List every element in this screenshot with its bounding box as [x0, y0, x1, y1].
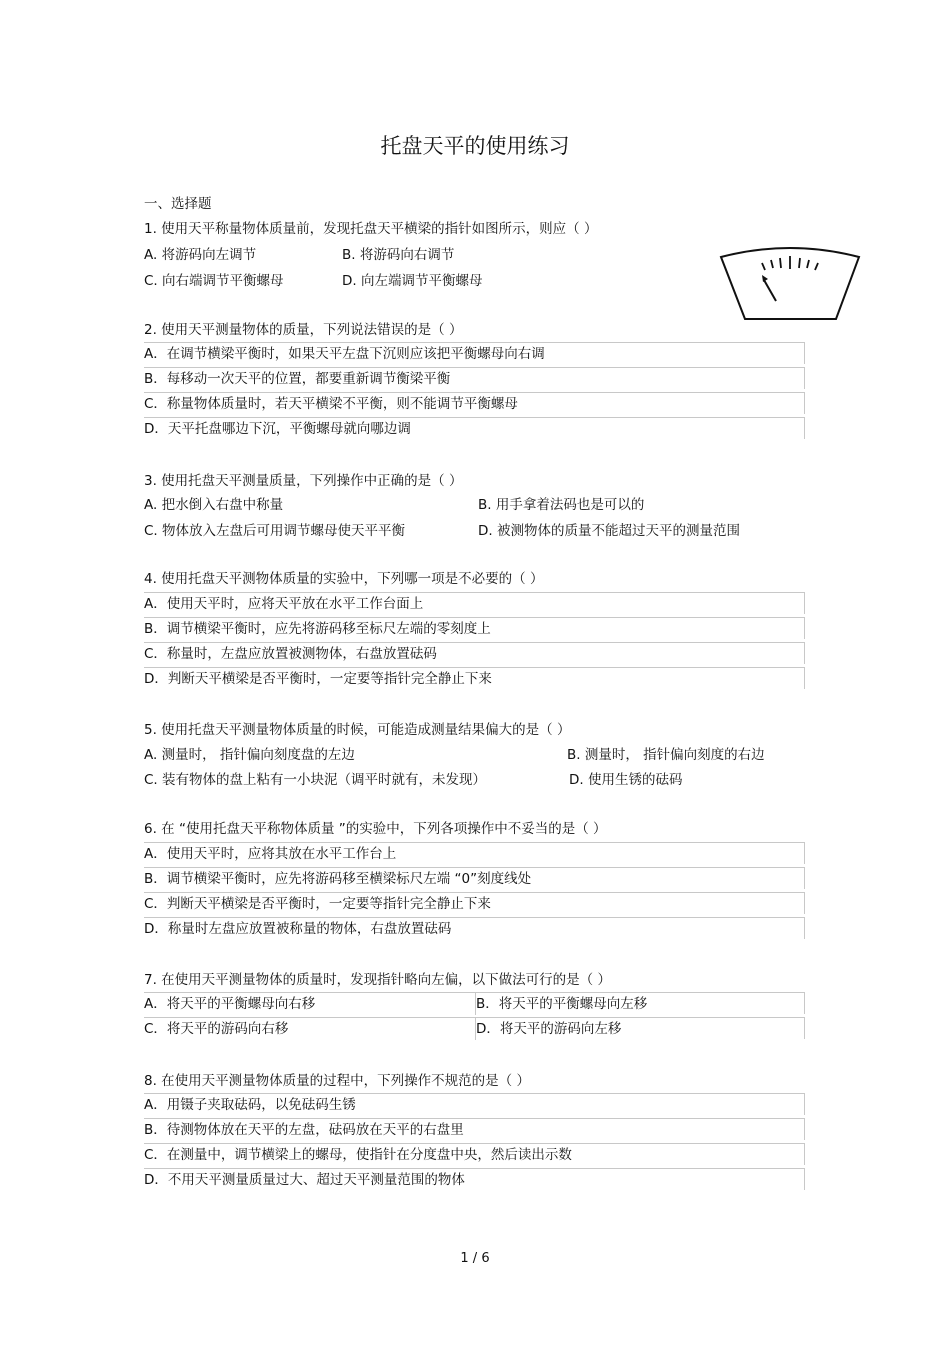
question-1-option-c: C. 向右端调节平衡螺母	[144, 273, 284, 289]
question-8-option-b-row	[144, 1118, 805, 1140]
question-8-option-a-row	[144, 1093, 805, 1115]
question-3-option-c: C. 物体放入左盘后可用调节螺母使天平平衡	[144, 523, 406, 539]
question-6-option-c: C．判断天平横梁是否平衡时，一定要等指针完全静止下来	[144, 896, 491, 912]
question-2-option-c-row	[144, 392, 805, 414]
question-7-option-a: A．将天平的平衡螺母向右移	[144, 996, 316, 1012]
question-7-option-c: C．将天平的游码向右移	[144, 1021, 289, 1037]
question-2-option-d: D．天平托盘哪边下沉，平衡螺母就向哪边调	[144, 421, 411, 437]
question-1-option-a: A. 将游码向左调节	[144, 247, 257, 263]
question-2-option-c: C．称量物体质量时，若天平横梁不平衡，则不能调节平衡螺母	[144, 396, 518, 412]
question-6-option-d: D．称量时左盘应放置被称量的物体，右盘放置砝码	[144, 921, 452, 937]
question-4-option-b-row	[144, 617, 805, 639]
section-heading: 一、选择题	[144, 196, 212, 212]
question-4-option-d: D．判断天平横梁是否平衡时，一定要等指针完全静止下来	[144, 671, 492, 687]
question-2-option-b: B．每移动一次天平的位置，都要重新调节衡梁平衡	[144, 371, 451, 387]
question-2-option-a-row	[144, 342, 805, 364]
question-3-stem: 3. 使用托盘天平测量质量，下列操作中正确的是（ ）	[144, 473, 463, 489]
question-3-option-b: B. 用手拿着法码也是可以的	[478, 497, 645, 513]
question-7-option-d: D．将天平的游码向左移	[475, 1018, 621, 1040]
question-6-stem: 6. 在 “使用托盘天平称物体质量 ”的实验中，下列各项操作中不妥当的是（ ）	[144, 821, 607, 837]
question-5-stem: 5. 使用托盘天平测量物体质量的时候，可能造成测量结果偏大的是（ ）	[144, 722, 571, 738]
question-1-option-d: D. 向左端调节平衡螺母	[342, 273, 483, 289]
question-4-option-c-row	[144, 642, 805, 664]
question-6-option-a-row	[144, 842, 805, 864]
question-5-option-c: C. 装有物体的盘上粘有一小块泥（调平时就有，未发现）	[144, 772, 487, 788]
question-7-option-b: B．将天平的平衡螺母向左移	[475, 993, 647, 1015]
question-2-option-b-row	[144, 367, 805, 389]
question-7-row-2	[144, 1017, 805, 1039]
question-6-option-d-row	[144, 917, 805, 939]
question-5-option-b: B. 测量时， 指针偏向刻度的右边	[567, 747, 765, 763]
question-5-option-d: D. 使用生锈的砝码	[569, 772, 683, 788]
question-6-option-b: B．调节横梁平衡时，应先将游码移至横梁标尺左端 “0”刻度线处	[144, 871, 532, 887]
question-5-option-a: A. 测量时， 指针偏向刻度盘的左边	[144, 747, 355, 763]
balance-scale-dial-figure	[718, 243, 863, 323]
question-4-option-a-row	[144, 592, 805, 614]
question-4-option-b: B．调节横梁平衡时，应先将游码移至标尺左端的零刻度上	[144, 621, 491, 637]
question-8-option-b: B．待测物体放在天平的左盘，砝码放在天平的右盘里	[144, 1122, 464, 1138]
question-1-option-b: B. 将游码向右调节	[342, 247, 455, 263]
question-8-option-d: D．不用天平测量质量过大、超过天平测量范围的物体	[144, 1172, 465, 1188]
question-6-option-a: A．使用天平时，应将其放在水平工作台上	[144, 846, 397, 862]
question-8-option-a: A．用镊子夹取砝码，以免砝码生锈	[144, 1097, 356, 1113]
question-3-option-a: A. 把水倒入右盘中称量	[144, 497, 284, 513]
question-6-option-c-row	[144, 892, 805, 914]
page-title: 托盘天平的使用练习	[380, 134, 570, 158]
question-7-stem: 7. 在使用天平测量物体的质量时，发现指针略向左偏，以下做法可行的是（ ）	[144, 972, 611, 988]
question-8-stem: 8. 在使用天平测量物体质量的过程中，下列操作不规范的是（ ）	[144, 1073, 530, 1089]
page-number: 1 / 6	[460, 1251, 490, 1266]
question-8-option-d-row	[144, 1168, 805, 1190]
question-1-stem: 1. 使用天平称量物体质量前，发现托盘天平横梁的指针如图所示，则应（ ）	[144, 221, 598, 237]
question-4-option-a: A．使用天平时，应将天平放在水平工作台面上	[144, 596, 424, 612]
question-4-option-d-row	[144, 667, 805, 689]
question-2-stem: 2. 使用天平测量物体的质量，下列说法错误的是（ ）	[144, 322, 463, 338]
question-7-row-1	[144, 992, 805, 1014]
question-6-option-b-row	[144, 867, 805, 889]
question-3-option-d: D. 被测物体的质量不能超过天平的测量范围	[478, 523, 740, 539]
question-8-option-c: C．在测量中，调节横梁上的螺母，使指针在分度盘中央，然后读出示数	[144, 1147, 572, 1163]
question-2-option-a: A．在调节横梁平衡时，如果天平左盘下沉则应该把平衡螺母向右调	[144, 346, 545, 362]
question-2-option-d-row	[144, 417, 805, 439]
question-4-option-c: C．称量时，左盘应放置被测物体，右盘放置砝码	[144, 646, 437, 662]
question-4-stem: 4. 使用托盘天平测物体质量的实验中，下列哪一项是不必要的（ ）	[144, 571, 544, 587]
question-8-option-c-row	[144, 1143, 805, 1165]
